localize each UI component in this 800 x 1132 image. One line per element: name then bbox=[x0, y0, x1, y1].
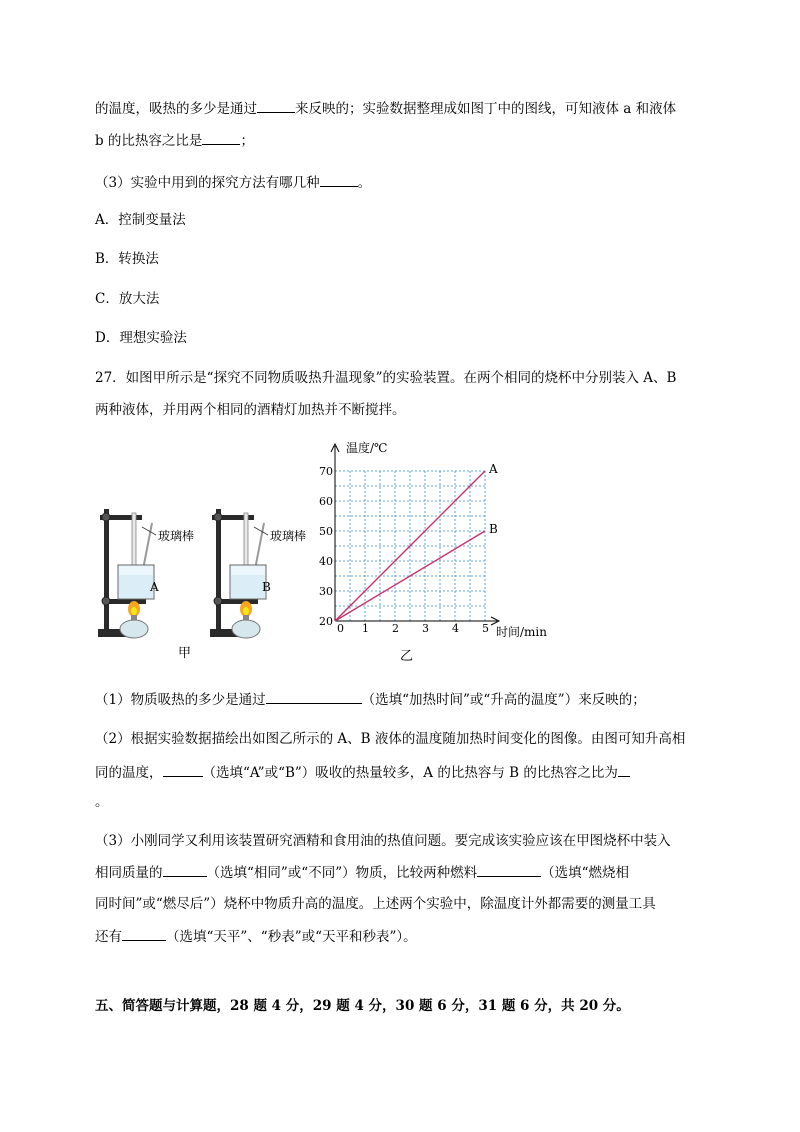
q27-sub3-text-b: 相同质量的 bbox=[95, 865, 163, 881]
section-five-heading: 五、简答题与计算题，28 题 4 分，29 题 4 分，30 题 6 分，31 题 6 分，共 20 分。 bbox=[95, 998, 630, 1014]
q27-sub2-line3: 。 bbox=[95, 794, 109, 810]
q26-option-b: B．转换法 bbox=[95, 251, 159, 267]
q27-sub1 bbox=[95, 689, 646, 710]
apparatus-figure bbox=[90, 495, 330, 665]
q27-sub3-line3: 同时间”或“燃尽后”）烧杯中物质升高的温度。上述两个实验中，除温度计外都需要的测量工具 bbox=[95, 896, 656, 912]
q26-sub3-end: 。 bbox=[357, 175, 372, 191]
q26-sub3-text: （3）实验中用到的探究方法有哪几种 bbox=[95, 175, 320, 191]
y-tick-label: 30 bbox=[319, 585, 333, 598]
q26-line-2 bbox=[95, 130, 254, 151]
q27-sub2-text-b: 同的温度， bbox=[95, 765, 163, 781]
x-tick-label: 5 bbox=[482, 622, 489, 635]
x-tick-label: 0 bbox=[337, 622, 344, 635]
q27-blank-4[interactable] bbox=[163, 862, 207, 877]
q27-sub3-text-g: （选填“天平”、“秒表”或“天平和秒表”）。 bbox=[166, 929, 417, 945]
q27-sub2-line1: （2）根据实验数据描绘出如图乙所示的 A、B 液体的温度随加热时间变化的图像。由图可知升高相 bbox=[95, 731, 686, 747]
q27-sub2-line2 bbox=[95, 762, 630, 783]
q26-blank-2[interactable] bbox=[202, 130, 240, 145]
y-tick-label: 70 bbox=[319, 465, 333, 478]
glass-rod-label-b: 玻璃棒 bbox=[270, 529, 307, 543]
glass-rod-label-a: 玻璃棒 bbox=[158, 529, 195, 543]
q26-blank-3[interactable] bbox=[320, 172, 358, 187]
q26-text-2b: ； bbox=[240, 133, 254, 149]
q26-text-1b: 来反映的；实验数据整理成如图丁中的图线，可知液体 a 和液体 bbox=[295, 101, 677, 117]
stand-b bbox=[210, 509, 268, 638]
q27-blank-5[interactable] bbox=[477, 862, 541, 877]
q26-option-a: A．控制变量法 bbox=[95, 212, 186, 228]
temperature-time-chart bbox=[300, 438, 570, 663]
x-tick-label: 1 bbox=[362, 622, 369, 635]
q27-sub3-line1: （3）小刚同学又利用该装置研究酒精和食用油的热值问题。要完成该实验应该在甲图烧杯中装入 bbox=[95, 833, 671, 849]
y-tick-label: 40 bbox=[319, 555, 333, 568]
caption-yi: 乙 bbox=[400, 649, 414, 663]
q26-sub3 bbox=[95, 172, 371, 193]
q27-sub3-text-d: （选填“燃烧相 bbox=[541, 865, 630, 881]
q27-stem-2: 两种液体，并用两个相同的酒精灯加热并不断搅拌。 bbox=[95, 402, 406, 418]
series-line-a bbox=[335, 471, 485, 621]
x-tick-label: 4 bbox=[452, 622, 459, 635]
q27-stem-1: 27．如图甲所示是“探究不同物质吸热升温现象”的实验装置。在两个相同的烧杯中分别装入 A、B bbox=[95, 370, 677, 386]
y-axis-label: 温度/℃ bbox=[346, 441, 388, 455]
q27-sub3-text-c: （选填“相同”或“不同”）物质，比较两种燃料 bbox=[206, 865, 478, 881]
q26-line-1 bbox=[95, 98, 676, 119]
q26-text-1a: 的温度，吸热的多少是通过 bbox=[95, 101, 257, 117]
series-label-a: A bbox=[489, 462, 498, 476]
q27-sub3-line2 bbox=[95, 862, 629, 883]
q27-blank-3[interactable] bbox=[618, 762, 630, 777]
beaker-label-b: B bbox=[262, 580, 271, 594]
q26-text-2a: b 的比热容之比是 bbox=[95, 133, 203, 149]
y-tick-label: 60 bbox=[319, 495, 333, 508]
q27-sub1-end: （选填“加热时间”或“升高的温度”）来反映的； bbox=[361, 692, 646, 708]
q26-blank-1[interactable] bbox=[257, 98, 295, 113]
stand-a bbox=[98, 509, 156, 638]
x-tick-label: 2 bbox=[392, 622, 399, 635]
chart-ticks bbox=[319, 465, 489, 635]
q27-blank-2[interactable] bbox=[163, 762, 203, 777]
q27-blank-1[interactable] bbox=[266, 689, 362, 704]
x-axis-label: 时间/min bbox=[496, 625, 547, 639]
q27-sub3-line4 bbox=[95, 926, 417, 947]
q27-sub1-text: （1）物质吸热的多少是通过 bbox=[95, 692, 266, 708]
q26-option-c: C．放大法 bbox=[95, 291, 160, 307]
y-tick-label: 50 bbox=[319, 525, 333, 538]
x-tick-label: 3 bbox=[422, 622, 429, 635]
series-label-b: B bbox=[489, 522, 498, 536]
q26-option-d: D．理想实验法 bbox=[95, 330, 187, 346]
caption-jia: 甲 bbox=[178, 646, 192, 661]
q27-blank-6[interactable] bbox=[122, 926, 166, 941]
beaker-label-a: A bbox=[150, 580, 159, 594]
q27-sub3-text-f: 还有 bbox=[95, 929, 122, 945]
y-tick-label: 20 bbox=[319, 615, 333, 628]
q27-sub2-text-c: （选填“A”或“B”）吸收的热量较多，A 的比热容与 B 的比热容之比为 bbox=[202, 765, 618, 781]
